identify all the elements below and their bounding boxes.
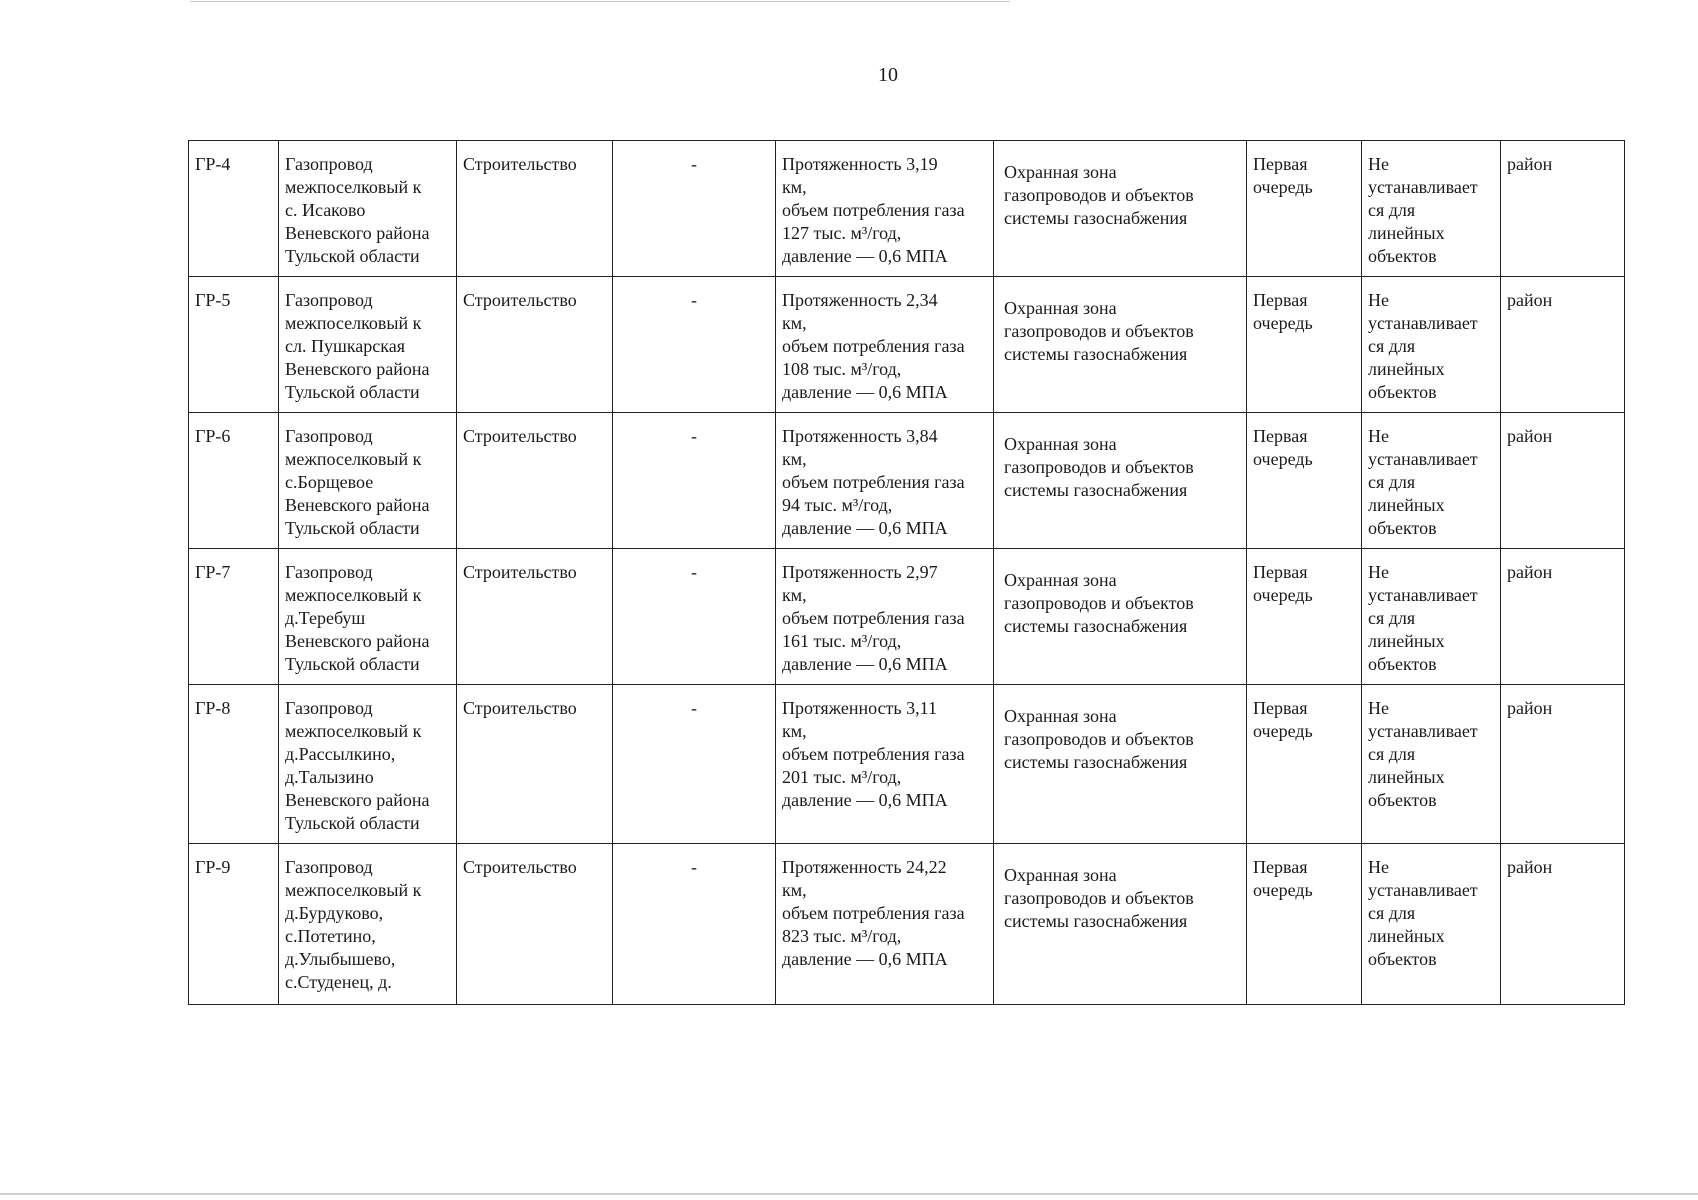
empty-value: - xyxy=(613,844,776,1005)
zone-note: Не устанавливает ся для линейных объектов xyxy=(1362,549,1501,685)
object-name: Газопровод межпоселковый к с. Исаково Веневского района Тульской области xyxy=(279,141,457,277)
object-parameters: Протяженность 3,19 км, объем потребления газа 127 тыс. м³/год, давление — 0,6 МПА xyxy=(776,141,994,277)
object-name: Газопровод межпоселковый к д.Теребуш Веневского района Тульской области xyxy=(279,549,457,685)
table-row xyxy=(189,549,1625,685)
zone-note: Не устанавливает ся для линейных объектов xyxy=(1362,685,1501,844)
table-row xyxy=(189,413,1625,549)
table-row xyxy=(189,685,1625,844)
protection-zone: Охранная зона газопроводов и объектов системы газоснабжения xyxy=(994,549,1247,685)
significance-level: район xyxy=(1501,413,1625,549)
table-row xyxy=(189,277,1625,413)
object-code: ГР-8 xyxy=(189,685,279,844)
empty-value: - xyxy=(613,549,776,685)
object-parameters: Протяженность 3,84 км, объем потребления газа 94 тыс. м³/год, давление — 0,6 МПА xyxy=(776,413,994,549)
significance-level: район xyxy=(1501,141,1625,277)
object-type: Строительство xyxy=(457,413,613,549)
table-row xyxy=(189,844,1625,1005)
implementation-stage: Первая очередь xyxy=(1247,277,1362,413)
implementation-stage: Первая очередь xyxy=(1247,549,1362,685)
object-name: Газопровод межпоселковый к д.Рассылкино, д.Талызино Веневского района Тульской области xyxy=(279,685,457,844)
object-name: Газопровод межпоселковый к д.Бурдуково, с.Потетино, д.Улыбышево, с.Студенец, д. xyxy=(279,844,457,1005)
significance-level: район xyxy=(1501,549,1625,685)
significance-level: район xyxy=(1501,685,1625,844)
page-number: 10 xyxy=(878,64,898,86)
object-code: ГР-6 xyxy=(189,413,279,549)
implementation-stage: Первая очередь xyxy=(1247,844,1362,1005)
gas-pipeline-table xyxy=(188,140,1625,1005)
object-parameters: Протяженность 2,34 км, объем потребления газа 108 тыс. м³/год, давление — 0,6 МПА xyxy=(776,277,994,413)
protection-zone: Охранная зона газопроводов и объектов системы газоснабжения xyxy=(994,844,1247,1005)
significance-level: район xyxy=(1501,277,1625,413)
object-code: ГР-9 xyxy=(189,844,279,1005)
zone-note: Не устанавливает ся для линейных объектов xyxy=(1362,141,1501,277)
object-code: ГР-5 xyxy=(189,277,279,413)
object-type: Строительство xyxy=(457,685,613,844)
zone-note: Не устанавливает ся для линейных объектов xyxy=(1362,413,1501,549)
implementation-stage: Первая очередь xyxy=(1247,685,1362,844)
object-parameters: Протяженность 3,11 км, объем потребления газа 201 тыс. м³/год, давление — 0,6 МПА xyxy=(776,685,994,844)
table-row xyxy=(189,141,1625,277)
implementation-stage: Первая очередь xyxy=(1247,141,1362,277)
empty-value: - xyxy=(613,413,776,549)
zone-note: Не устанавливает ся для линейных объектов xyxy=(1362,277,1501,413)
protection-zone: Охранная зона газопроводов и объектов системы газоснабжения xyxy=(994,141,1247,277)
object-type: Строительство xyxy=(457,277,613,413)
implementation-stage: Первая очередь xyxy=(1247,413,1362,549)
empty-value: - xyxy=(613,277,776,413)
significance-level: район xyxy=(1501,844,1625,1005)
protection-zone: Охранная зона газопроводов и объектов системы газоснабжения xyxy=(994,277,1247,413)
protection-zone: Охранная зона газопроводов и объектов системы газоснабжения xyxy=(994,413,1247,549)
object-parameters: Протяженность 24,22 км, объем потребления газа 823 тыс. м³/год, давление — 0,6 МПА xyxy=(776,844,994,1005)
scan-edge-top xyxy=(190,1,1010,2)
empty-value: - xyxy=(613,685,776,844)
object-code: ГР-7 xyxy=(189,549,279,685)
scan-edge-bottom xyxy=(0,1193,1698,1195)
empty-value: - xyxy=(613,141,776,277)
object-name: Газопровод межпоселковый к с.Борщевое Веневского района Тульской области xyxy=(279,413,457,549)
object-type: Строительство xyxy=(457,549,613,685)
object-code: ГР-4 xyxy=(189,141,279,277)
zone-note: Не устанавливает ся для линейных объектов xyxy=(1362,844,1501,1005)
protection-zone: Охранная зона газопроводов и объектов системы газоснабжения xyxy=(994,685,1247,844)
object-type: Строительство xyxy=(457,844,613,1005)
object-name: Газопровод межпоселковый к сл. Пушкарская Веневского района Тульской области xyxy=(279,277,457,413)
object-type: Строительство xyxy=(457,141,613,277)
object-parameters: Протяженность 2,97 км, объем потребления газа 161 тыс. м³/год, давление — 0,6 МПА xyxy=(776,549,994,685)
